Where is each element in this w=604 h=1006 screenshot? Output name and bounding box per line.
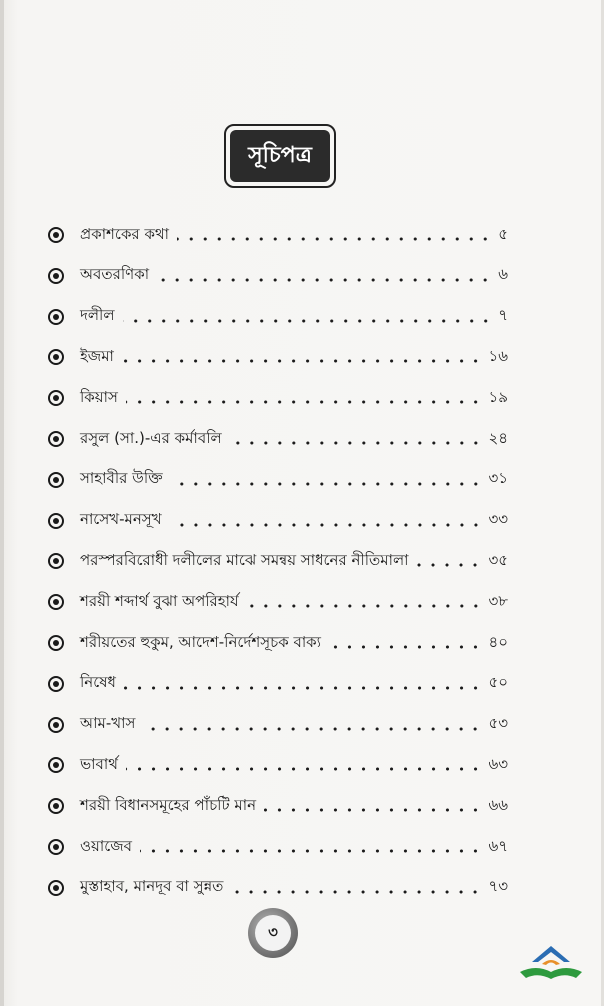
bullet-circle-icon bbox=[48, 880, 64, 896]
toc-entry-page-number: ৫ bbox=[498, 224, 508, 243]
toc-entry-page-number: ২৪ bbox=[488, 428, 508, 447]
toc-entry-page-number: ৬ bbox=[498, 265, 508, 284]
bullet-circle-icon bbox=[48, 268, 64, 284]
dot-leader bbox=[231, 890, 482, 894]
dot-leader bbox=[126, 767, 483, 771]
toc-entry-page-number: ৭৩ bbox=[488, 877, 508, 896]
dot-leader bbox=[157, 278, 492, 282]
publisher-logo-icon bbox=[518, 938, 584, 982]
toc-entry[interactable] bbox=[48, 752, 508, 778]
bullet-circle-icon bbox=[48, 472, 64, 488]
dot-leader bbox=[123, 319, 493, 323]
toc-entry-title: পরস্পরবিরোধী দলীলের মাঝে সমন্বয় সাধনের নীতিমালা bbox=[80, 550, 409, 569]
toc-entry[interactable] bbox=[48, 834, 508, 860]
dot-leader bbox=[177, 237, 492, 241]
bullet-circle-icon bbox=[48, 349, 64, 365]
toc-entry-title: সাহাবীর উক্তি bbox=[80, 469, 163, 488]
bullet-circle-icon bbox=[48, 717, 64, 733]
toc-entry[interactable] bbox=[48, 222, 508, 248]
toc-entry[interactable] bbox=[48, 263, 508, 289]
toc-entry-title: ভাবার্থ bbox=[80, 754, 118, 773]
toc-title: সূচিপত্র bbox=[230, 130, 330, 182]
bullet-circle-icon bbox=[48, 227, 64, 243]
logo-green-wing bbox=[520, 968, 582, 979]
toc-entry-title: আম-খাস bbox=[80, 714, 136, 733]
dot-leader bbox=[329, 645, 482, 649]
toc-entry-title: নাসেখ-মনসূখ bbox=[80, 510, 162, 529]
toc-entry[interactable] bbox=[48, 630, 508, 656]
toc-entry[interactable] bbox=[48, 508, 508, 534]
logo-orange-arc bbox=[542, 960, 560, 965]
toc-entry-page-number: ৬৭ bbox=[488, 836, 508, 855]
toc-entry[interactable] bbox=[48, 712, 508, 738]
toc-entry-page-number: ৭ bbox=[498, 306, 508, 325]
dot-leader bbox=[124, 686, 483, 690]
page-number: ৩ bbox=[255, 915, 291, 951]
toc-entry-page-number: ৫৩ bbox=[488, 714, 508, 733]
bullet-circle-icon bbox=[48, 390, 64, 406]
toc-title-box bbox=[224, 124, 336, 188]
toc-entry-page-number: ৩১ bbox=[488, 469, 508, 488]
bullet-circle-icon bbox=[48, 513, 64, 529]
toc-entry[interactable] bbox=[48, 304, 508, 330]
toc-entry-page-number: ৩৮ bbox=[488, 591, 508, 610]
toc-entry-page-number: ১৬ bbox=[488, 346, 508, 365]
dot-leader bbox=[416, 563, 482, 567]
toc-entry-title: অবতরণিকা bbox=[80, 265, 150, 284]
toc-entry-page-number: ৫০ bbox=[488, 673, 508, 692]
toc-entry-page-number: ৬৩ bbox=[488, 754, 508, 773]
dot-leader bbox=[247, 604, 483, 608]
dot-leader bbox=[122, 359, 483, 363]
toc-entry-title: ইজমা bbox=[80, 346, 114, 365]
toc-entry-title: প্রকাশকের কথা bbox=[80, 224, 170, 243]
toc-entry-title: নিষেধ bbox=[80, 673, 116, 692]
toc-entry-title: শরয়ী বিধানসমূহের পাঁচটি মান bbox=[80, 795, 257, 814]
toc-entry[interactable] bbox=[48, 875, 508, 901]
toc-entry-title: মুস্তাহাব, মানদূব বা সুন্নত bbox=[80, 877, 224, 896]
toc-entry-page-number: ৩৩ bbox=[488, 510, 508, 529]
bullet-circle-icon bbox=[48, 553, 64, 569]
dot-leader bbox=[143, 727, 482, 731]
page-number-badge bbox=[248, 908, 298, 958]
page-left-edge bbox=[0, 0, 4, 1006]
toc-entry-page-number: ১৯ bbox=[488, 387, 508, 406]
bullet-circle-icon bbox=[48, 431, 64, 447]
toc-entry-page-number: ৩৫ bbox=[488, 550, 508, 569]
bullet-circle-icon bbox=[48, 635, 64, 651]
toc-entry[interactable] bbox=[48, 548, 508, 574]
dot-leader bbox=[140, 849, 482, 853]
bullet-circle-icon bbox=[48, 676, 64, 692]
toc-entry-title: শরয়ী শব্দার্থ বুঝা অপরিহার্য bbox=[80, 591, 239, 610]
dot-leader bbox=[264, 808, 482, 812]
toc-entry[interactable] bbox=[48, 426, 508, 452]
bullet-circle-icon bbox=[48, 594, 64, 610]
toc-entry[interactable] bbox=[48, 467, 508, 493]
dot-leader bbox=[171, 482, 483, 486]
toc-entry[interactable] bbox=[48, 344, 508, 370]
dot-leader bbox=[126, 400, 483, 404]
toc-entry[interactable] bbox=[48, 385, 508, 411]
toc-entry[interactable] bbox=[48, 671, 508, 697]
toc-entry-title: রসুল (সা.)-এর কর্মাবলি bbox=[80, 428, 222, 447]
dot-leader bbox=[230, 441, 483, 445]
toc-entry-title: কিয়াস bbox=[80, 387, 118, 406]
bullet-circle-icon bbox=[48, 757, 64, 773]
toc-entry-title: দলীল bbox=[80, 306, 115, 325]
bullet-circle-icon bbox=[48, 309, 64, 325]
logo-blue-roof bbox=[532, 946, 570, 962]
toc-entry-title: শরীয়তের হুকুম, আদেশ-নির্দেশসূচক বাক্য bbox=[80, 632, 322, 651]
bullet-circle-icon bbox=[48, 839, 64, 855]
bullet-circle-icon bbox=[48, 798, 64, 814]
toc-entry[interactable] bbox=[48, 589, 508, 615]
toc-entry-page-number: ৪০ bbox=[488, 632, 508, 651]
toc-entry-title: ওয়াজেব bbox=[80, 836, 133, 855]
toc-entry-page-number: ৬৬ bbox=[488, 795, 508, 814]
dot-leader bbox=[170, 523, 483, 527]
toc-entry[interactable] bbox=[48, 793, 508, 819]
